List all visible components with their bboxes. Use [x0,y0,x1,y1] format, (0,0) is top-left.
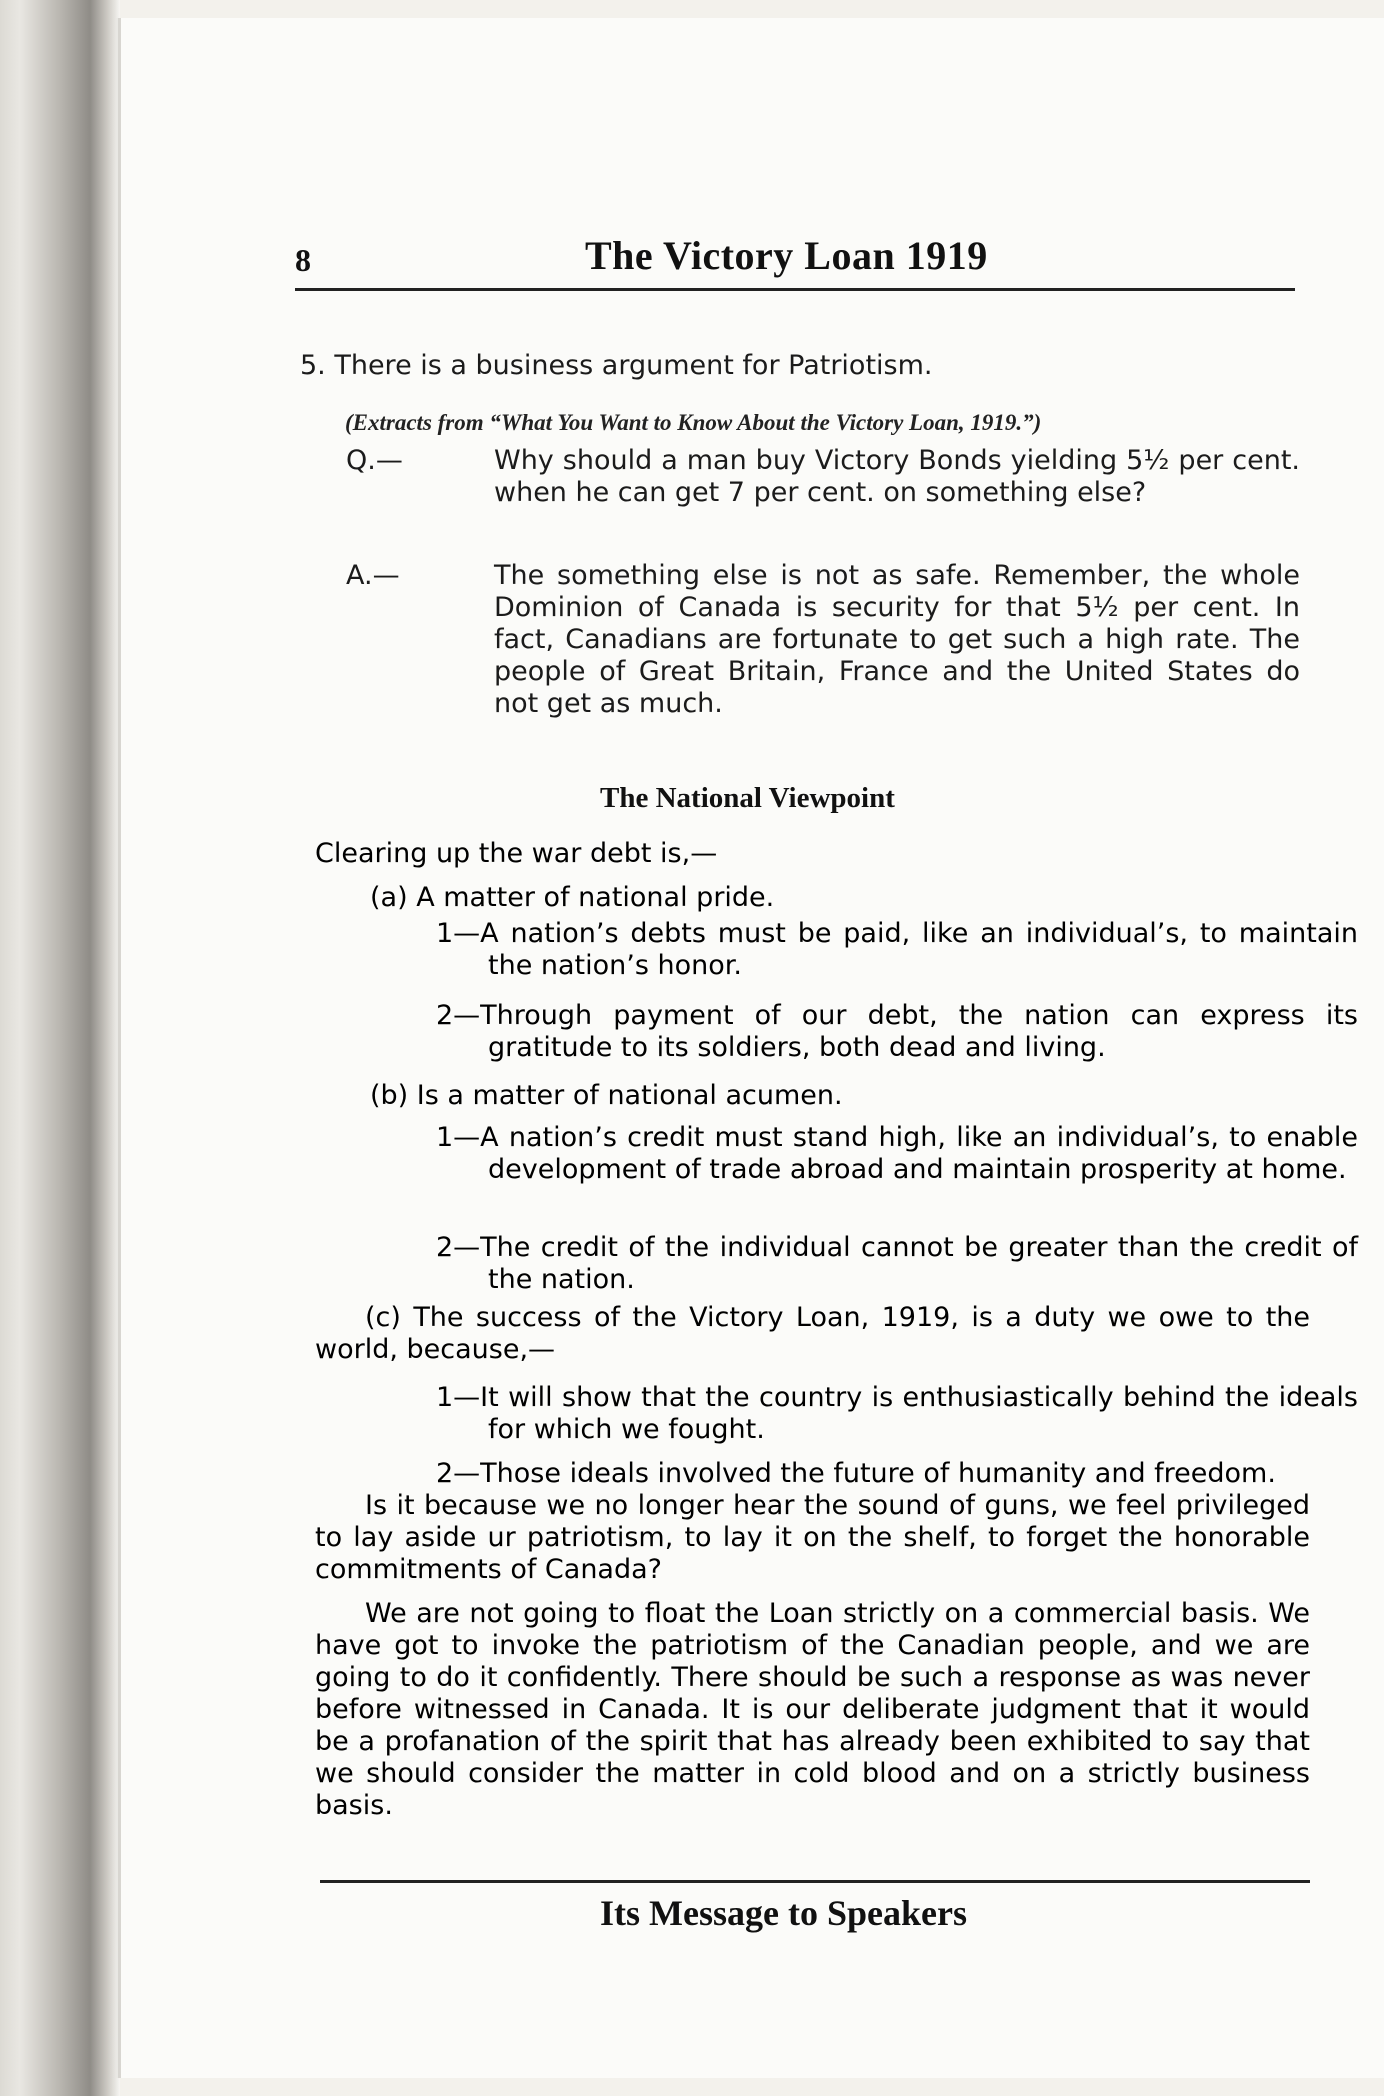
item-a-2: 2—Through payment of our debt, the nation can express its gratitude to its soldiers, both dead and living. [436,1000,1358,1063]
section-title: The National Viewpoint [600,782,895,814]
page-header [295,232,1295,291]
item-c-1: 1—It will show that the country is enthusiastically behind the ideals for which we fought. [436,1382,1358,1445]
item-a: (a) A matter of national pride. [370,882,775,913]
clearing-intro: Clearing up the war debt is,— [315,838,718,869]
extracts-note: (Extracts from “What You Want to Know About the Victory Loan, 1919.”) [345,410,1042,435]
footer-rule [320,1880,1310,1883]
book-binding-edge [0,0,120,2096]
footer-title: Its Message to Speakers [600,1893,967,1933]
point-5: 5. There is a business argument for Patriotism. [300,350,933,381]
item-b-2: 2—The credit of the individual cannot be greater than the credit of the nation. [436,1232,1358,1295]
question-label: Q.— [346,445,403,476]
item-b: (b) Is a matter of national acumen. [370,1080,843,1111]
item-c: (c) The success of the Victory Loan, 1919, is a duty we owe to the world, because,— [315,1302,1310,1365]
page-number: 8 [295,242,311,278]
answer [346,560,1300,720]
answer-label: A.— [346,560,400,591]
paragraph-loan: We are not going to float the Loan strictly on a commercial basis. We have got to invoke the patriotism of the Canadian people, and we are going to do it confidently. There should be such a response as was never before witnessed in Canada. It is our deliberate judgment that it would be a profanation of the spirit that has already been exhibited to say that we should consider the matter in cold blood and on a strictly business basis. [315,1598,1310,1821]
paragraph-guns: Is it because we no longer hear the sound of guns, we feel privileged to lay aside ur patriotism, to lay it on the shelf, to forget the honorable commitments of Canada? [315,1490,1310,1585]
answer-text: The something else is not as safe. Remember, the whole Dominion of Canada is security for that 5½ per cent. In fact, Canadians are fortunate to get such a high rate. The people of Great Britain, France and the United States do not get as much. [494,560,1300,719]
item-b-1: 1—A nation’s credit must stand high, like an individual’s, to enable development of trade abroad and maintain prosperity at home. [436,1122,1358,1185]
question-text: Why should a man buy Victory Bonds yielding 5½ per cent. when he can get 7 per cent. on something else? [494,445,1300,508]
running-title: The Victory Loan 1919 [585,233,988,278]
question [346,445,1300,509]
item-a-1: 1—A nation’s debts must be paid, like an individual’s, to maintain the nation’s honor. [436,918,1358,981]
item-c-2: 2—Those ideals involved the future of humanity and freedom. [436,1458,1276,1489]
